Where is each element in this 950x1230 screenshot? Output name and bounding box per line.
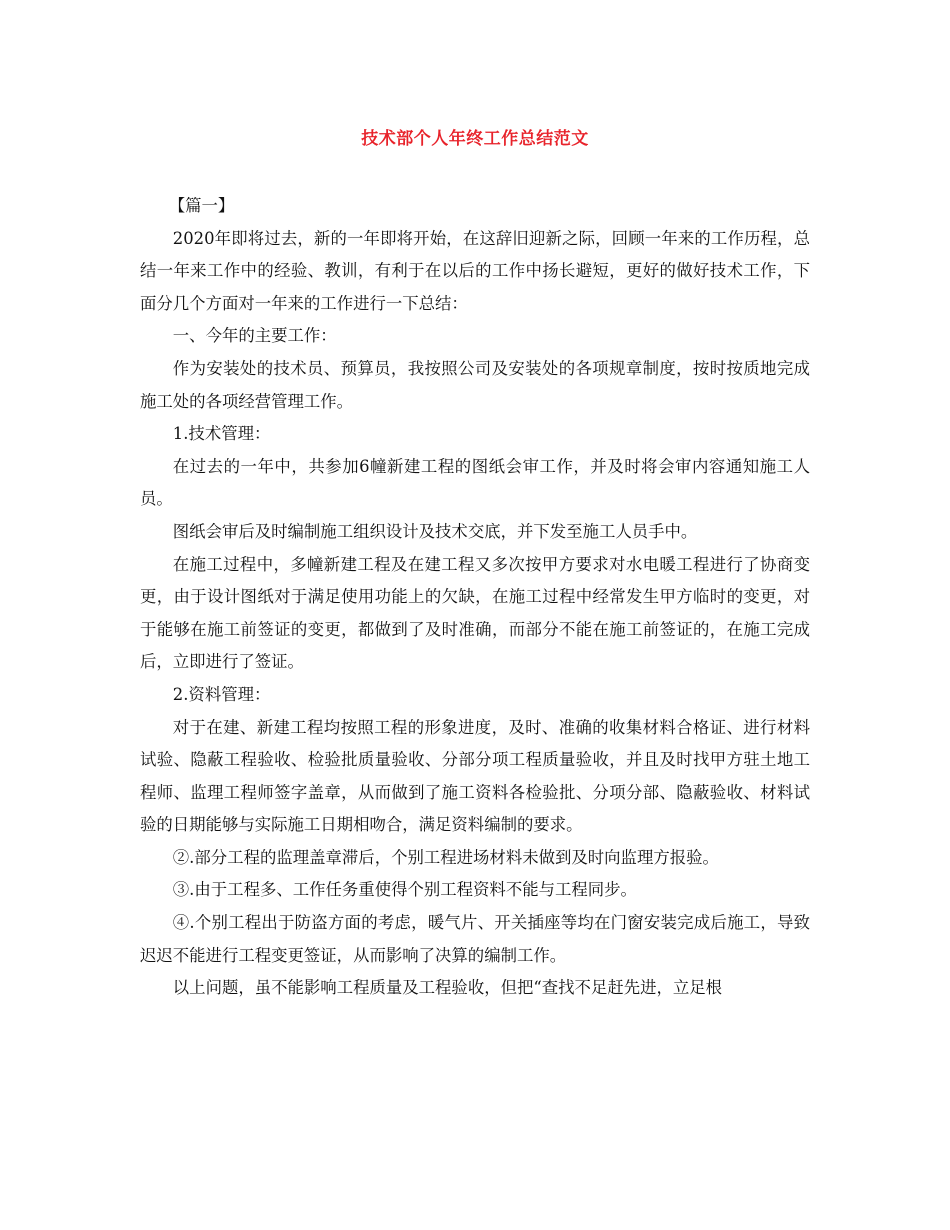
paragraph: 作为安装处的技术员、预算员，我按照公司及安装处的各项规章制度，按时按质地完成施工处的各项经营管理工作。 [140,358,810,411]
paragraph: 一、今年的主要工作： [172,326,337,346]
paragraph: 在过去的一年中，共参加6幢新建工程的图纸会审工作，并及时将会审内容通知施工人员。 [140,456,810,509]
paragraph: 在施工过程中，多幢新建工程及在建工程又多次按甲方要求对水电暖工程进行了协商变更，由于设计图纸对于满足使用功能上的欠缺，在施工过程中经常发生甲方临时的变更，对于能够在施工前签证的变更，都做到了及时准确，而部分不能在施工前签证的，在施工完成后，立即进行了签证。 [140,554,810,672]
paragraph: ④.个别工程出于防盗方面的考虑，暖气片、开关插座等均在门窗安装完成后施工，导致迟迟不能进行工程变更签证，从而影响了决算的编制工作。 [140,913,810,965]
paragraph: 1.技术管理： [172,424,271,444]
paragraph: 对于在建、新建工程均按照工程的形象进度，及时、准确的收集材料合格证、进行材料试验、隐蔽工程验收、检验批质量验收、分部分项工程质量验收，并且及时找甲方驻土地工程师、监理工程师签字盖章，从而做到了施工资料各检验批、分项分部、隐蔽验收、材料试验的日期能够与实际施工日期相吻合，满足资料编制的要求。 [140,717,810,835]
document-body [140,190,810,1005]
section-heading: 【篇一】 [168,196,235,215]
paragraph: ③.由于工程多、工作任务重使得个别工程资料不能与工程同步。 [172,880,637,900]
paragraph: ②.部分工程的监理盖章滞后，个别工程进场材料未做到及时向监理方报验。 [172,847,719,867]
paragraph: 2.资料管理： [172,684,271,704]
paragraph: 2020年即将过去，新的一年即将开始，在这辞旧迎新之际，回顾一年来的工作历程，总结一年来工作中的经验、教训，有利于在以后的工作中扬长避短，更好的做好技术工作，下面分几个方面对一年来的工作进行一下总结： [140,228,810,313]
paragraph: 图纸会审后及时编制施工组织设计及技术交底，并下发至施工人员手中。 [172,521,698,541]
paragraph: 以上问题，虽不能影响工程质量及工程验收，但把“查找不足赶先进，立足根 [172,978,723,998]
document-title: 技术部个人年终工作总结范文 [361,129,589,149]
